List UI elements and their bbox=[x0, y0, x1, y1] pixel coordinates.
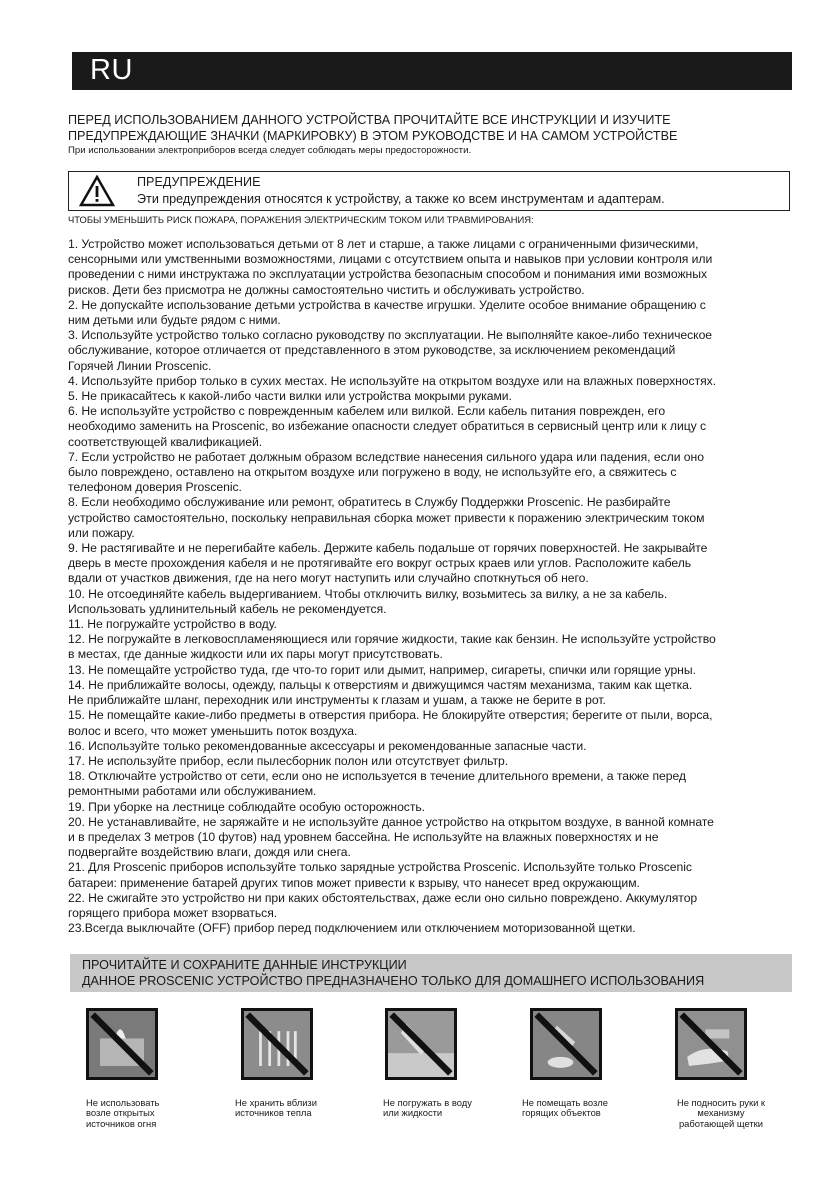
rule-line: соответствующей квалификацией. bbox=[68, 434, 263, 449]
rule-line: 12. Не погружайте в легковоспламеняющиеся или горячие жидкости, такие как бензин. Не используйте устройство bbox=[68, 632, 716, 647]
rule-line: 5. Не прикасайтесь к какой-либо части вилки или устройства мокрыми руками. bbox=[68, 389, 512, 404]
risk-statement: ЧТОБЫ УМЕНЬШИТЬ РИСК ПОЖАРА, ПОРАЖЕНИЯ ЭЛЕКТРИЧЕСКИМ ТОКОМ ИЛИ ТРАВМИРОВАНИЯ: bbox=[68, 214, 534, 225]
rule-line: подвергайте воздействию влаги, дождя или снега. bbox=[68, 845, 351, 860]
rule-line: необходимо заменить на Proscenic, во избежание опасности следует обратиться в сервисный центр или к лицу с bbox=[68, 419, 707, 434]
rule-line: 9. Не растягивайте и не перегибайте кабель. Держите кабель подальше от горячих поверхностей. Не закрывайте bbox=[68, 541, 708, 556]
rule-line: 6. Не используйте устройство с поврежденным кабелем или вилкой. Если кабель питания поврежден, его bbox=[68, 404, 666, 419]
rule-line: 17. Не используйте прибор, если пылесборник полон или отсутствует фильтр. bbox=[68, 753, 509, 768]
rule-line: 23.Всегда выключайте (OFF) прибор перед подключением или отключением моторизованной щетки. bbox=[68, 921, 636, 936]
notice-line-1: ПРОЧИТАЙТЕ И СОХРАНИТЕ ДАННЫЕ ИНСТРУКЦИИ bbox=[82, 958, 407, 972]
no-water-immersion-icon bbox=[385, 1008, 457, 1080]
rule-line: обслуживание, которое отличается от представленного в этом руководстве, за исключением рекомендаций bbox=[68, 343, 676, 358]
rule-line: 18. Отключайте устройство от сети, если оно не используется в течение длительного времени, а также перед bbox=[68, 769, 686, 784]
rule-line: вдали от участков движения, где на него могут наступить или случайно споткнуться об него. bbox=[68, 571, 589, 586]
safety-icons-row bbox=[60, 1000, 800, 1140]
rule-line: устройство самостоятельно, поскольку неправильная сборка может привести к поражению электрическим током bbox=[68, 510, 705, 525]
no-heat-source-icon bbox=[241, 1008, 313, 1080]
rule-line: сенсорными или умственными возможностями, лицами с отсутствием опыта и навыков при условии контроля или bbox=[68, 252, 713, 267]
rule-line: дверь в месте прохождения кабеля и не протягивайте его вокруг острых краев или углов. Расположите кабель bbox=[68, 556, 692, 571]
rule-line: 21. Для Proscenic приборов используйте только зарядные устройства Proscenic. Используйте только Proscenic bbox=[68, 860, 692, 875]
rule-line: и в пределах 3 метров (10 футов) над уровнем бассейна. Не используйте на влажных поверхностях и не bbox=[68, 829, 659, 844]
rule-line: 8. Если необходимо обслуживание или ремонт, обратитесь в Службу Поддержки Proscenic. Не разбирайте bbox=[68, 495, 671, 510]
rule-line: в местах, где данные жидкости или их пары могут присутствовать. bbox=[68, 647, 443, 662]
icon-caption-water: Не погружать в воду или жидкости bbox=[383, 1097, 472, 1119]
heading-line-2: ПРЕДУПРЕЖДАЮЩИЕ ЗНАЧКИ (МАРКИРОВКУ) В ЭТОМ РУКОВОДСТВЕ И НА САМОМ УСТРОЙСТВЕ bbox=[68, 129, 678, 143]
icon-caption-heat: Не хранить вблизи источников тепла bbox=[235, 1097, 317, 1119]
rule-line: рисков. Дети без присмотра не должны самостоятельно чистить и обслуживать устройство. bbox=[68, 282, 585, 297]
rule-line: 19. При уборке на лестнице соблюдайте особую осторожность. bbox=[68, 799, 426, 814]
rule-line: Горячей Линии Proscenic. bbox=[68, 358, 212, 373]
icon-caption-brush: Не подносить руки к механизму работающей щетки bbox=[676, 1097, 766, 1129]
no-open-fire-icon bbox=[86, 1008, 158, 1080]
warning-text: Эти предупреждения относятся к устройству, а также ко всем инструментам и адаптерам. bbox=[137, 192, 665, 206]
rule-line: горящего прибора может взорваться. bbox=[68, 905, 278, 920]
rule-line: Не приближайте шланг, переходник или инструменты к глазам и ушам, а также не берите в рот. bbox=[68, 693, 606, 708]
rule-line: 15. Не помещайте какие-либо предметы в отверстия прибора. Не блокируйте отверстия; берегите от пыли, ворса, bbox=[68, 708, 713, 723]
language-code: RU bbox=[90, 54, 133, 86]
heading-line-1: ПЕРЕД ИСПОЛЬЗОВАНИЕМ ДАННОГО УСТРОЙСТВА ПРОЧИТАЙТЕ ВСЕ ИНСТРУКЦИИ И ИЗУЧИТЕ bbox=[68, 113, 671, 127]
language-header-bar bbox=[72, 52, 792, 90]
rule-line: 11. Не погружайте устройство в воду. bbox=[68, 617, 277, 632]
rule-line: или пожару. bbox=[68, 525, 135, 540]
rule-line: 10. Не отсоединяйте кабель выдергиванием. Чтобы отключить вилку, возьмитесь за вилку, а не за кабель. bbox=[68, 586, 668, 601]
warning-title: ПРЕДУПРЕЖДЕНИЕ bbox=[137, 175, 261, 189]
rule-line: телефоном доверия Proscenic. bbox=[68, 480, 242, 495]
rule-line: 2. Не допускайте использование детьми устройства в качестве игрушки. Уделите особое внимание обращению с bbox=[68, 297, 706, 312]
rule-line: 20. Не устанавливайте, не заряжайте и не используйте данное устройство на открытом воздухе, в ванной комнате bbox=[68, 814, 714, 829]
rule-line: было повреждено, оставлено на открытом воздухе или погружено в воду, не используйте его, а свяжитесь с bbox=[68, 465, 677, 480]
rule-line: 3. Используйте устройство только согласно руководству по эксплуатации. Не выполняйте какое-либо техническое bbox=[68, 328, 713, 343]
rule-line: 14. Не приближайте волосы, одежду, пальцы к отверстиям и движущимся частям механизма, таким как щетка. bbox=[68, 677, 693, 692]
warning-triangle-icon bbox=[79, 175, 115, 207]
icon-caption-fire: Не использовать возле открытых источников огня bbox=[86, 1097, 160, 1129]
notice-banner bbox=[70, 954, 792, 992]
rule-line: 7. Если устройство не работает должным образом вследствие нанесения сильного удара или падения, если оно bbox=[68, 449, 704, 464]
rule-line: 4. Используйте прибор только в сухих местах. Не используйте на открытом воздухе или на влажных поверхностях. bbox=[68, 373, 717, 388]
rule-line: батареи: применение батарей других типов может привести к взрыву, что нанесет вред окружающим. bbox=[68, 875, 640, 890]
icon-caption-burning: Не помещать возле горящих объектов bbox=[522, 1097, 608, 1119]
rule-line: 22. Не сжигайте это устройство ни при каких обстоятельствах, даже если оно сильно повреждено. Аккумулятор bbox=[68, 890, 698, 905]
rule-line: ним детьми или будьте рядом с ними. bbox=[68, 313, 281, 328]
rule-line: волос и всего, что может уменьшить поток воздуха. bbox=[68, 723, 358, 738]
heading-subtitle: При использовании электроприборов всегда следует соблюдать меры предосторожности. bbox=[68, 145, 472, 156]
no-burning-objects-icon bbox=[530, 1008, 602, 1080]
rule-line: 13. Не помещайте устройство туда, где что-то горит или дымит, например, сигареты, спички или горящие урны. bbox=[68, 662, 696, 677]
rule-line: Использовать удлинительный кабель не рекомендуется. bbox=[68, 601, 387, 616]
safety-rules-list bbox=[68, 237, 798, 936]
rule-line: ремонтными работами или обслуживанием. bbox=[68, 784, 317, 799]
rule-line: проведении с ними инструктажа по эксплуатации устройства безопасным способом и понимания ими возможных bbox=[68, 267, 707, 282]
instructions-heading bbox=[68, 112, 808, 158]
warning-box bbox=[68, 171, 790, 211]
notice-line-2: ДАННОЕ PROSCENIC УСТРОЙСТВО ПРЕДНАЗНАЧЕНО ТОЛЬКО ДЛЯ ДОМАШНЕГО ИСПОЛЬЗОВАНИЯ bbox=[82, 973, 705, 988]
rule-line: 16. Используйте только рекомендованные аксессуары и рекомендованные запасные части. bbox=[68, 738, 587, 753]
rule-line: 1. Устройство может использоваться детьми от 8 лет и старше, а также лицами с ограниченными физическими, bbox=[68, 237, 699, 251]
no-hands-near-brush-icon bbox=[675, 1008, 747, 1080]
